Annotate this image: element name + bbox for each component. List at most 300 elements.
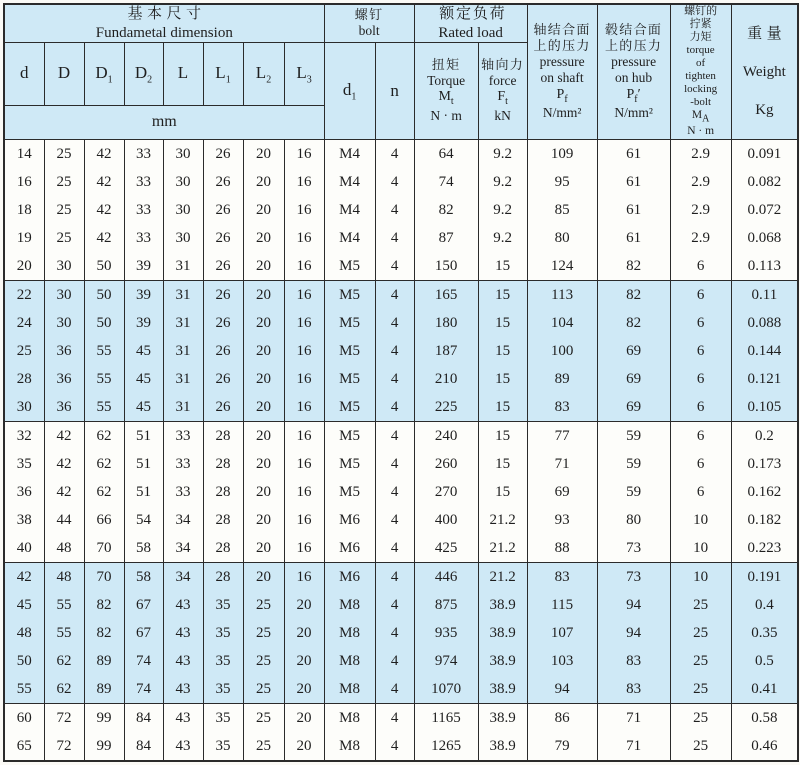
value-weight: 0.173 <box>747 455 782 472</box>
value-D1: 55 <box>96 342 112 359</box>
value-weight: 0.091 <box>747 145 782 162</box>
value-MA: 6 <box>696 370 705 387</box>
value-weight: 0.4 <box>754 596 774 613</box>
value-n: 4 <box>390 427 399 444</box>
value-L2: 20 <box>256 370 271 387</box>
value-Ft: 15 <box>495 483 511 500</box>
cell-L3 <box>284 139 324 280</box>
value-D: 42 <box>56 427 72 444</box>
value-D2: 45 <box>136 398 151 415</box>
value-Mt: 1165 <box>431 709 461 726</box>
value-Mt: 425 <box>434 539 458 556</box>
value-Pf-prime: 61 <box>626 201 642 218</box>
value-Ft: 21.2 <box>489 568 516 585</box>
cell-L <box>163 421 203 562</box>
value-d1: M5 <box>339 257 360 274</box>
cell-d1 <box>324 421 375 562</box>
value-Pf-prime: 69 <box>626 370 642 387</box>
cell-L1 <box>203 421 243 562</box>
value-L2: 20 <box>256 483 271 500</box>
value-d: 16 <box>16 173 32 190</box>
value-L: 31 <box>175 342 191 359</box>
value-D: 62 <box>56 680 72 697</box>
value-D1: 50 <box>96 257 112 274</box>
value-weight: 0.41 <box>751 680 778 697</box>
value-L2: 25 <box>256 652 271 669</box>
cell-d <box>4 421 44 562</box>
value-D2: 74 <box>136 680 151 697</box>
value-d: 38 <box>16 511 32 528</box>
value-L: 33 <box>175 427 191 444</box>
value-D: 72 <box>56 737 72 754</box>
cell-D <box>44 703 84 761</box>
value-L1: 28 <box>215 539 231 556</box>
value-d1: M4 <box>339 145 360 162</box>
value-L2: 25 <box>256 624 271 641</box>
value-d: 30 <box>16 398 32 415</box>
value-n: 4 <box>390 370 399 387</box>
col-D: D <box>44 42 84 105</box>
value-L: 31 <box>175 257 191 274</box>
header-rated-load: 额定负荷 Rated load <box>414 4 527 42</box>
value-d: 35 <box>16 455 32 472</box>
value-d1: M5 <box>339 483 360 500</box>
value-L3: 16 <box>296 370 312 387</box>
value-D2: 58 <box>136 568 151 585</box>
cell-d1 <box>324 280 375 421</box>
cell-L3 <box>284 703 324 761</box>
value-L: 43 <box>175 596 191 613</box>
cell-Pf-prime <box>597 703 670 761</box>
value-L: 33 <box>175 483 191 500</box>
cell-D2 <box>124 280 163 421</box>
value-d: 20 <box>16 257 32 274</box>
value-L: 30 <box>175 201 191 218</box>
col-bolt-d1: $d_1$ <box>324 42 375 139</box>
value-Ft: 38.9 <box>489 652 516 669</box>
value-d: 48 <box>16 624 32 641</box>
value-n: 4 <box>390 568 399 585</box>
col-axial-force: 轴向力 force $F_t$ kN <box>478 42 527 139</box>
cell-Pf <box>527 703 597 761</box>
cell-L2 <box>243 139 284 280</box>
value-d1: M5 <box>339 398 360 415</box>
value-L1: 26 <box>215 173 231 190</box>
value-D: 30 <box>56 257 72 274</box>
value-D2: 51 <box>136 427 151 444</box>
value-Pf-prime: 71 <box>626 737 642 754</box>
value-L2: 25 <box>256 680 271 697</box>
value-Mt: 225 <box>434 398 458 415</box>
row-group-5 <box>4 703 798 761</box>
cell-d <box>4 562 44 703</box>
value-Pf-prime: 59 <box>626 427 642 444</box>
cell-D <box>44 421 84 562</box>
value-L1: 26 <box>215 370 231 387</box>
value-d: 14 <box>16 145 32 162</box>
value-D2: 45 <box>136 370 151 387</box>
value-Pf: 107 <box>550 624 574 641</box>
value-Pf-prime: 69 <box>626 398 642 415</box>
value-D2: 67 <box>136 596 151 613</box>
cell-L2 <box>243 421 284 562</box>
cell-Ft <box>478 139 527 280</box>
value-D1: 82 <box>96 596 112 613</box>
value-L1: 26 <box>215 314 231 331</box>
value-Pf: 69 <box>554 483 570 500</box>
value-Ft: 15 <box>495 314 511 331</box>
cell-d1 <box>324 703 375 761</box>
cell-L3 <box>284 562 324 703</box>
value-D2: 33 <box>136 173 151 190</box>
value-MA: 6 <box>696 342 705 359</box>
value-D: 48 <box>56 539 72 556</box>
unit-mm-cell: mm <box>4 105 324 139</box>
value-D2: 51 <box>136 483 151 500</box>
value-weight: 0.35 <box>751 624 778 641</box>
value-d: 60 <box>16 709 32 726</box>
value-L2: 20 <box>256 201 271 218</box>
value-L3: 20 <box>296 596 312 613</box>
value-Pf-prime: 69 <box>626 342 642 359</box>
value-L1: 26 <box>215 229 231 246</box>
cell-Mt <box>414 139 478 280</box>
symbol-pf: $P_f$ <box>556 86 568 105</box>
value-d1: M8 <box>339 596 360 613</box>
cell-L1 <box>203 139 243 280</box>
value-d: 45 <box>16 596 32 613</box>
value-D2: 33 <box>136 201 151 218</box>
value-d1: M5 <box>339 370 360 387</box>
value-L: 30 <box>175 145 191 162</box>
value-L3: 16 <box>296 201 312 218</box>
cell-D <box>44 280 84 421</box>
row-group-1 <box>4 139 798 280</box>
value-n: 4 <box>390 483 399 500</box>
value-L2: 20 <box>256 229 271 246</box>
cell-Ft <box>478 421 527 562</box>
value-D1: 62 <box>96 427 112 444</box>
cell-n <box>375 703 414 761</box>
value-D1: 89 <box>96 652 112 669</box>
value-Mt: 400 <box>434 511 458 528</box>
cell-Pf <box>527 562 597 703</box>
header-bolt: 螺钉 bolt <box>324 4 414 42</box>
value-d: 55 <box>16 680 32 697</box>
cell-Mt <box>414 703 478 761</box>
value-MA: 25 <box>693 652 709 669</box>
value-d: 65 <box>16 737 32 754</box>
value-D1: 50 <box>96 314 112 331</box>
cell-MA <box>670 562 731 703</box>
value-L2: 20 <box>256 145 271 162</box>
value-n: 4 <box>390 596 399 613</box>
value-MA: 6 <box>696 314 705 331</box>
cell-L2 <box>243 562 284 703</box>
value-Mt: 270 <box>434 483 458 500</box>
value-n: 4 <box>390 709 399 726</box>
cell-D2 <box>124 139 163 280</box>
cell-Ft <box>478 280 527 421</box>
cell-D1 <box>84 139 124 280</box>
value-MA: 10 <box>693 568 709 585</box>
value-Pf: 80 <box>554 229 570 246</box>
value-L1: 26 <box>215 398 231 415</box>
col-L2: $L_2$ <box>243 42 284 105</box>
cell-MA <box>670 280 731 421</box>
value-Pf: 89 <box>554 370 570 387</box>
value-n: 4 <box>390 652 399 669</box>
cell-Pf-prime <box>597 562 670 703</box>
value-D: 25 <box>56 201 72 218</box>
value-Ft: 38.9 <box>489 737 516 754</box>
symbol-pf-prime: $P_f'$ <box>626 86 641 105</box>
value-n: 4 <box>390 398 399 415</box>
value-d1: M6 <box>339 511 360 528</box>
value-L1: 26 <box>215 342 231 359</box>
value-Pf: 103 <box>550 652 574 669</box>
value-Ft: 21.2 <box>489 511 516 528</box>
value-L3: 16 <box>296 539 312 556</box>
value-d1: M4 <box>339 173 360 190</box>
value-D2: 84 <box>136 737 151 754</box>
value-D1: 82 <box>96 624 112 641</box>
value-Pf: 93 <box>554 511 570 528</box>
value-weight: 0.223 <box>747 539 782 556</box>
value-Mt: 150 <box>434 257 458 274</box>
value-MA: 25 <box>693 737 709 754</box>
value-D2: 33 <box>136 145 151 162</box>
value-Mt: 974 <box>434 652 458 669</box>
value-d1: M5 <box>339 286 360 303</box>
value-D2: 39 <box>136 286 151 303</box>
value-D1: 55 <box>96 370 112 387</box>
cell-n <box>375 139 414 280</box>
value-Ft: 9.2 <box>493 173 512 190</box>
value-D2: 39 <box>136 257 151 274</box>
value-weight: 0.072 <box>747 201 782 218</box>
value-L: 30 <box>175 173 191 190</box>
cell-d <box>4 139 44 280</box>
value-D2: 33 <box>136 229 151 246</box>
value-n: 4 <box>390 229 399 246</box>
cell-n <box>375 280 414 421</box>
col-bolt-n: n <box>375 42 414 139</box>
col-torque: 扭矩 Torque $M_t$ N · m <box>414 42 478 139</box>
value-D1: 62 <box>96 455 112 472</box>
value-L1: 35 <box>215 652 231 669</box>
value-MA: 6 <box>696 398 705 415</box>
value-L1: 26 <box>215 145 231 162</box>
value-L1: 35 <box>215 596 231 613</box>
cell-D1 <box>84 280 124 421</box>
value-L3: 16 <box>296 257 312 274</box>
value-D: 30 <box>56 286 72 303</box>
value-D: 62 <box>56 652 72 669</box>
cell-D1 <box>84 703 124 761</box>
value-L1: 35 <box>215 680 231 697</box>
table-body <box>4 139 798 761</box>
value-L1: 28 <box>215 568 231 585</box>
value-Mt: 165 <box>434 286 458 303</box>
header-pressure-on-hub: 毂结合面 上的压力 pressure on hub $P_f'$ N/mm² <box>597 4 670 139</box>
value-Mt: 64 <box>438 145 454 162</box>
cell-MA <box>670 421 731 562</box>
cell-D2 <box>124 421 163 562</box>
cell-weight <box>731 280 798 421</box>
value-Pf: 113 <box>551 286 574 303</box>
value-Ft: 15 <box>495 342 511 359</box>
value-L1: 35 <box>215 624 231 641</box>
value-d: 19 <box>16 229 32 246</box>
value-L2: 20 <box>256 286 271 303</box>
col-D2: $D_2$ <box>124 42 163 105</box>
value-Ft: 21.2 <box>489 539 516 556</box>
cell-L <box>163 703 203 761</box>
value-D: 72 <box>56 709 72 726</box>
value-MA: 10 <box>693 511 709 528</box>
cell-Pf <box>527 139 597 280</box>
value-d: 36 <box>16 483 32 500</box>
cell-weight <box>731 562 798 703</box>
value-Ft: 38.9 <box>489 624 516 641</box>
col-L: L <box>163 42 203 105</box>
value-d1: M5 <box>339 314 360 331</box>
table-header <box>4 4 798 139</box>
value-L3: 16 <box>296 286 312 303</box>
value-Mt: 446 <box>434 568 458 585</box>
cell-weight <box>731 703 798 761</box>
value-weight: 0.068 <box>747 229 782 246</box>
value-Pf: 88 <box>554 539 570 556</box>
cell-Ft <box>478 703 527 761</box>
value-D: 36 <box>56 370 72 387</box>
cell-Pf-prime <box>597 421 670 562</box>
col-D1: $D_1$ <box>84 42 124 105</box>
cell-Pf <box>527 280 597 421</box>
value-d1: M4 <box>339 229 360 246</box>
cell-L2 <box>243 703 284 761</box>
value-d1: M8 <box>339 709 360 726</box>
cell-weight <box>731 421 798 562</box>
cell-L1 <box>203 280 243 421</box>
value-n: 4 <box>390 257 399 274</box>
value-Ft: 38.9 <box>489 680 516 697</box>
value-L3: 16 <box>296 568 312 585</box>
value-Ft: 15 <box>495 398 511 415</box>
value-D1: 42 <box>96 145 112 162</box>
value-Ft: 38.9 <box>489 596 516 613</box>
value-D1: 66 <box>96 511 112 528</box>
value-Mt: 187 <box>434 342 458 359</box>
value-d1: M8 <box>339 624 360 641</box>
value-L3: 20 <box>296 737 312 754</box>
value-Mt: 260 <box>434 455 458 472</box>
value-D1: 42 <box>96 173 112 190</box>
col-d: d <box>4 42 44 105</box>
cell-D1 <box>84 421 124 562</box>
value-MA: 6 <box>696 257 705 274</box>
cell-D <box>44 562 84 703</box>
value-MA: 2.9 <box>691 173 710 190</box>
value-n: 4 <box>390 680 399 697</box>
value-Pf: 115 <box>551 596 574 613</box>
value-Pf: 95 <box>554 173 570 190</box>
value-MA: 25 <box>693 709 709 726</box>
header-pressure-on-shaft: 轴结合面 上的压力 pressure on shaft $P_f$ N/mm² <box>527 4 597 139</box>
value-Pf-prime: 82 <box>626 257 642 274</box>
cell-L3 <box>284 421 324 562</box>
value-L3: 16 <box>296 427 312 444</box>
value-weight: 0.121 <box>747 370 782 387</box>
value-D2: 51 <box>136 455 151 472</box>
value-Mt: 240 <box>434 427 458 444</box>
cell-Ft <box>478 562 527 703</box>
value-MA: 25 <box>693 680 709 697</box>
value-weight: 0.113 <box>747 257 781 274</box>
value-MA: 6 <box>696 483 705 500</box>
value-L3: 16 <box>296 511 312 528</box>
cell-L <box>163 562 203 703</box>
value-d1: M5 <box>339 455 360 472</box>
value-L3: 20 <box>296 709 312 726</box>
value-D2: 45 <box>136 342 151 359</box>
value-L3: 16 <box>296 173 312 190</box>
value-D: 36 <box>56 342 72 359</box>
value-L1: 28 <box>215 511 231 528</box>
value-Pf-prime: 73 <box>626 539 642 556</box>
cell-Pf-prime <box>597 139 670 280</box>
cell-n <box>375 562 414 703</box>
value-L3: 16 <box>296 229 312 246</box>
cell-d <box>4 280 44 421</box>
value-d: 28 <box>16 370 32 387</box>
value-n: 4 <box>390 286 399 303</box>
value-Pf: 77 <box>554 427 570 444</box>
value-L2: 20 <box>256 257 271 274</box>
cell-MA <box>670 139 731 280</box>
value-L2: 25 <box>256 737 271 754</box>
value-D: 25 <box>56 173 72 190</box>
cell-Mt <box>414 562 478 703</box>
value-D2: 67 <box>136 624 151 641</box>
value-n: 4 <box>390 145 399 162</box>
value-L1: 26 <box>215 201 231 218</box>
value-D: 55 <box>56 624 72 641</box>
value-Pf-prime: 94 <box>626 596 642 613</box>
header-basic-dimension: 基本尺寸 Fundametal dimension <box>4 4 324 42</box>
cell-D <box>44 139 84 280</box>
value-MA: 2.9 <box>691 229 710 246</box>
value-D1: 89 <box>96 680 112 697</box>
value-Pf: 85 <box>554 201 570 218</box>
value-D: 55 <box>56 596 72 613</box>
value-Mt: 87 <box>438 229 454 246</box>
symbol-ma: $M_A$ <box>691 108 710 125</box>
value-weight: 0.088 <box>747 314 782 331</box>
value-L2: 20 <box>256 398 271 415</box>
value-L: 34 <box>175 568 191 585</box>
value-Pf: 124 <box>550 257 574 274</box>
value-L: 34 <box>175 539 191 556</box>
value-n: 4 <box>390 314 399 331</box>
value-D1: 55 <box>96 398 112 415</box>
value-MA: 6 <box>696 427 705 444</box>
value-L3: 16 <box>296 145 312 162</box>
value-L3: 16 <box>296 342 312 359</box>
cell-MA <box>670 703 731 761</box>
value-weight: 0.144 <box>747 342 782 359</box>
